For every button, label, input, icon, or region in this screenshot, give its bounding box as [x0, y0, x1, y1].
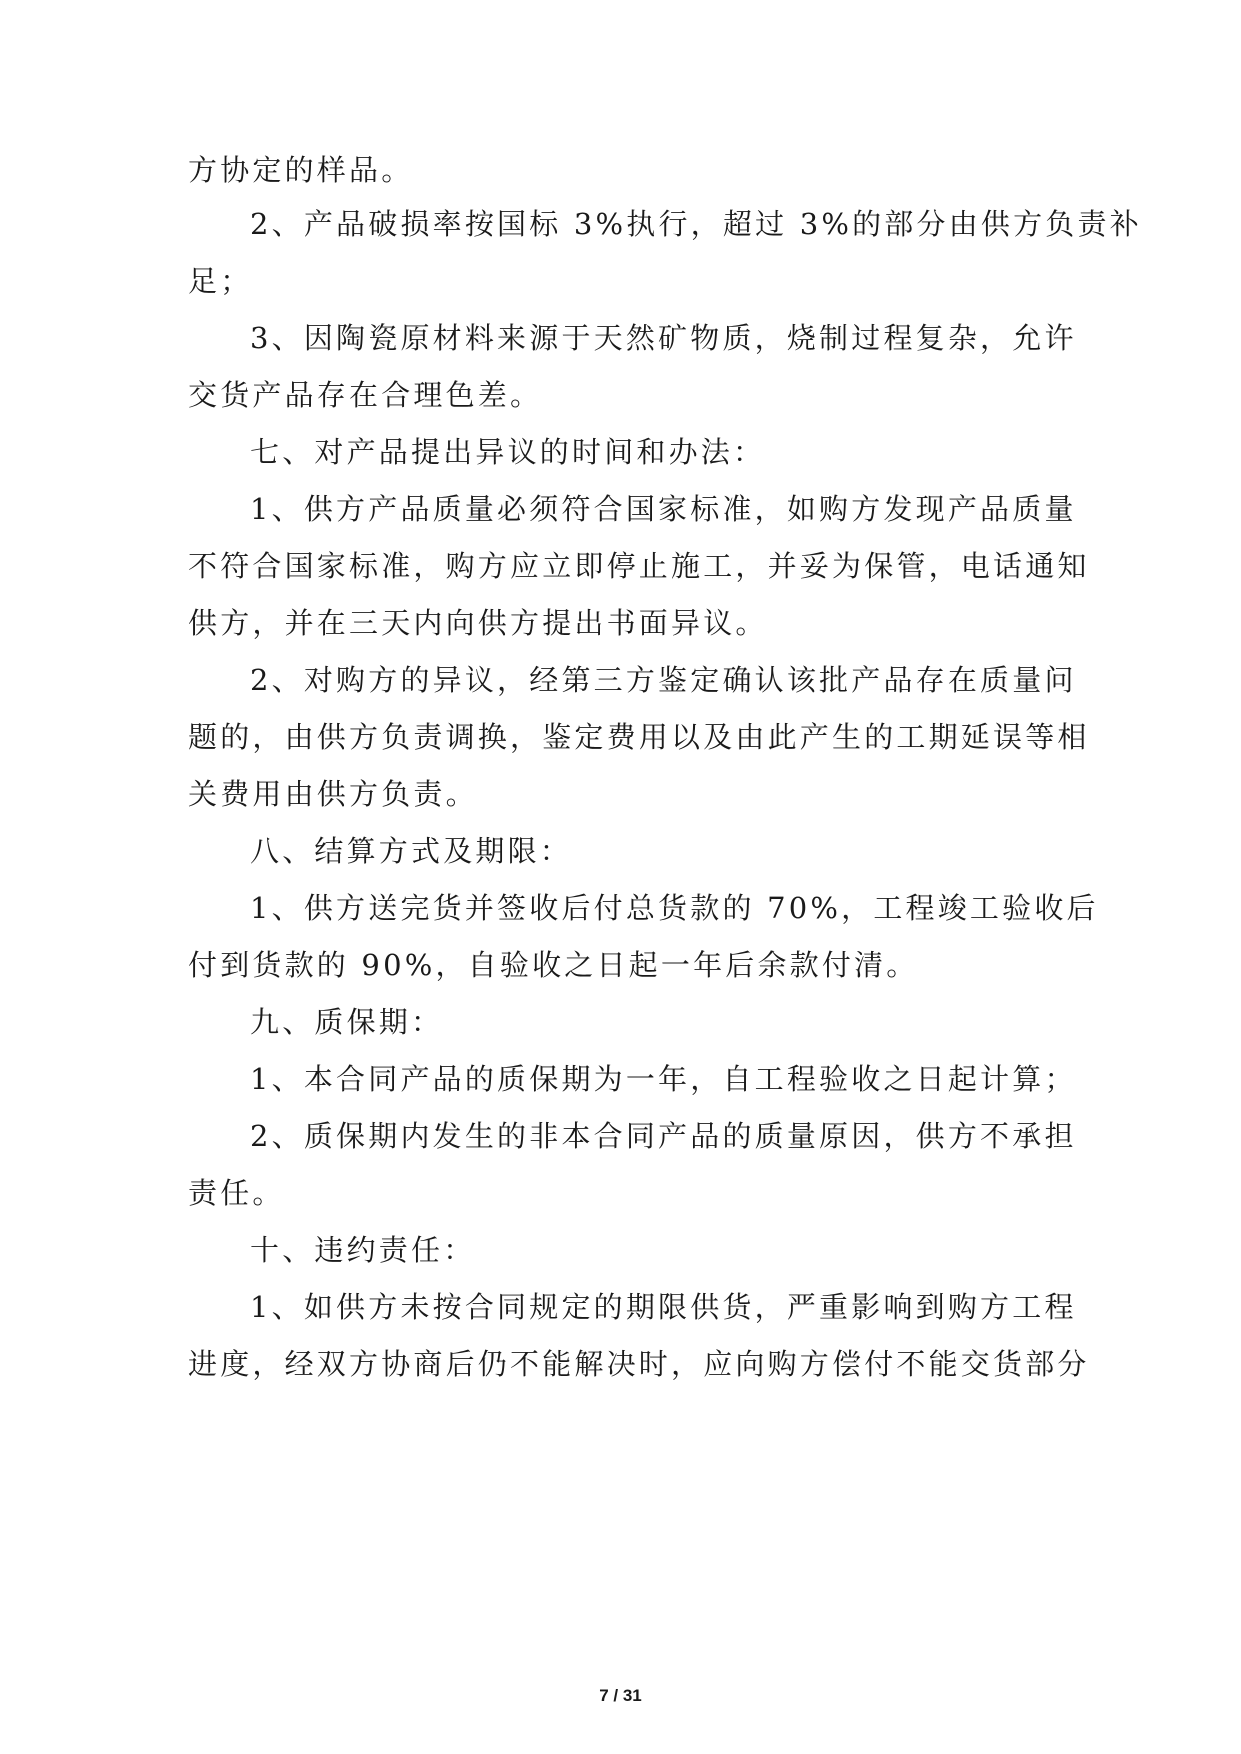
text-line-4: 3、因陶瓷原材料来源于天然矿物质，烧制过程复杂，允许: [250, 321, 1077, 355]
text-line-7: 1、供方产品质量必须符合国家标准，如购方发现产品质量: [250, 492, 1077, 526]
section-heading-10: 十、违约责任：: [250, 1233, 476, 1267]
page-number: 7 / 31: [599, 1686, 642, 1705]
text-line-3: 足；: [188, 264, 253, 298]
text-line-14: 1、供方送完货并签收后付总货款的 70%，工程竣工验收后: [250, 891, 1099, 925]
text-line-22: 进度，经双方协商后仍不能解决时，应向购方偿付不能交货部分: [188, 1347, 1090, 1381]
text-line-2: 2、产品破损率按国标 3%执行，超过 3%的部分由供方负责补: [250, 207, 1142, 241]
text-line-18: 2、质保期内发生的非本合同产品的质量原因，供方不承担: [250, 1119, 1077, 1153]
text-line-9: 供方，并在三天内向供方提出书面异议。: [188, 606, 768, 640]
text-line-1: 方协定的样品。: [188, 153, 414, 187]
text-line-12: 关费用由供方负责。: [188, 777, 478, 811]
section-heading-9: 九、质保期：: [250, 1005, 444, 1039]
text-line-10: 2、对购方的异议，经第三方鉴定确认该批产品存在质量问: [250, 663, 1077, 697]
text-line-21: 1、如供方未按合同规定的期限供货，严重影响到购方工程: [250, 1290, 1077, 1324]
text-line-19: 责任。: [188, 1176, 285, 1210]
text-line-11: 题的，由供方负责调换，鉴定费用以及由此产生的工期延误等相: [188, 720, 1090, 754]
text-line-5: 交货产品存在合理色差。: [188, 378, 543, 412]
text-line-17: 1、本合同产品的质保期为一年，自工程验收之日起计算；: [250, 1062, 1077, 1096]
section-heading-8: 八、结算方式及期限：: [250, 834, 573, 868]
text-line-8: 不符合国家标准，购方应立即停止施工，并妥为保管，电话通知: [188, 549, 1090, 583]
section-heading-7: 七、对产品提出异议的时间和办法：: [250, 435, 766, 469]
text-line-15: 付到货款的 90%，自验收之日起一年后余款付清。: [188, 948, 919, 982]
